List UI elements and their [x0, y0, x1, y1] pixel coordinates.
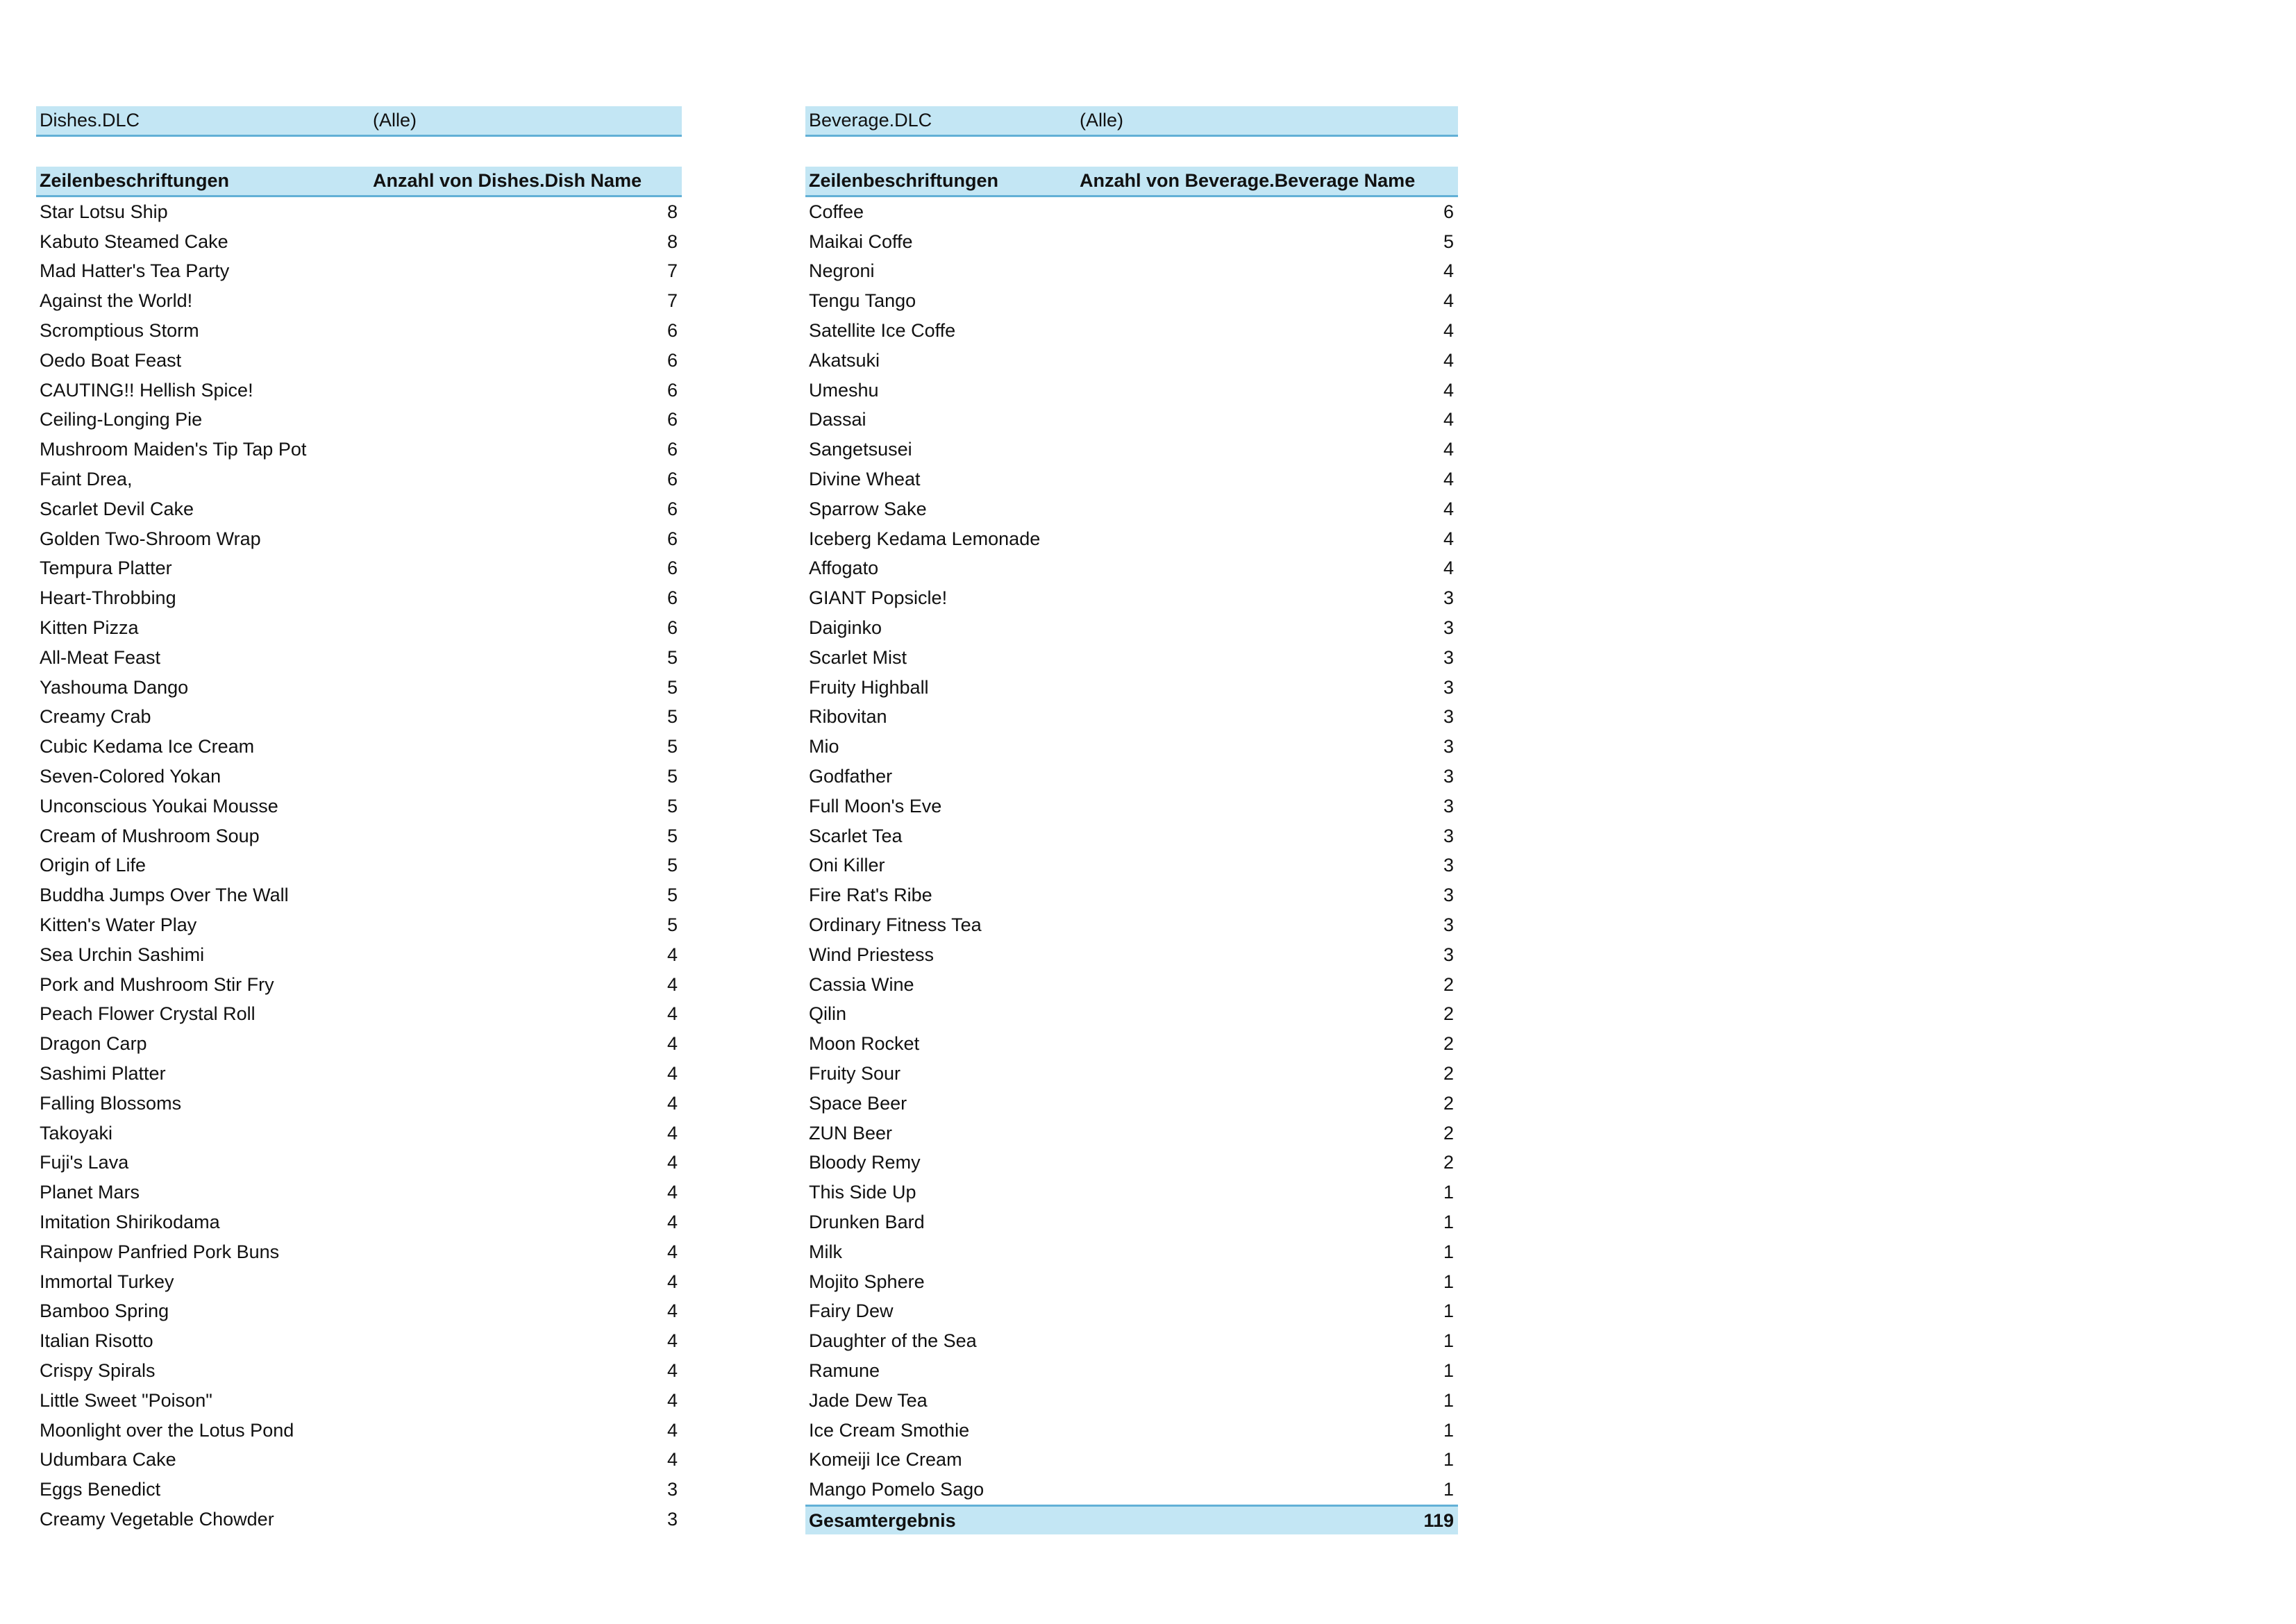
beverages-row-count: 2 — [1443, 1033, 1454, 1055]
beverages-row-name: Fire Rat's Ribe — [809, 885, 932, 906]
beverages-table-row[interactable] — [805, 524, 1458, 554]
beverages-row-count: 3 — [1443, 736, 1454, 757]
dishes-row-name: Faint Drea, — [40, 469, 133, 490]
dishes-row-count: 5 — [667, 646, 678, 668]
beverages-table-row[interactable] — [805, 1356, 1458, 1386]
beverages-filter-value[interactable]: (Alle) — [1080, 110, 1124, 131]
dishes-row-name: Little Sweet "Poison" — [40, 1389, 212, 1411]
beverages-table-row[interactable] — [805, 346, 1458, 376]
dishes-row-count: 4 — [667, 1122, 678, 1144]
beverages-row-name: Komeiji Ice Cream — [809, 1449, 962, 1471]
dishes-table-row[interactable] — [36, 1029, 682, 1059]
beverages-table-row[interactable] — [805, 1178, 1458, 1207]
dishes-row-count: 5 — [667, 766, 678, 787]
dishes-row-count: 4 — [667, 944, 678, 965]
beverages-row-name: Satellite Ice Coffe — [809, 320, 956, 342]
beverages-row-name: Daughter of the Sea — [809, 1330, 977, 1352]
dishes-table-row[interactable] — [36, 1326, 682, 1356]
beverages-row-name: Mango Pomelo Sago — [809, 1479, 984, 1500]
dishes-table-row[interactable] — [36, 286, 682, 316]
dishes-row-name: Oedo Boat Feast — [40, 349, 182, 371]
dishes-row-name: Moonlight over the Lotus Pond — [40, 1419, 294, 1441]
beverages-row-count: 1 — [1443, 1389, 1454, 1411]
beverages-row-count: 4 — [1443, 260, 1454, 282]
beverages-table-row[interactable] — [805, 464, 1458, 494]
dishes-row-name: Origin of Life — [40, 855, 146, 876]
dishes-table-row[interactable] — [36, 880, 682, 910]
beverages-row-name: Ice Cream Smothie — [809, 1419, 970, 1441]
dishes-table-row[interactable] — [36, 1356, 682, 1386]
beverages-table-row[interactable] — [805, 703, 1458, 733]
dishes-filter-label: Dishes.DLC — [40, 110, 140, 131]
dishes-row-name: Scarlet Devil Cake — [40, 498, 194, 519]
dishes-table-row[interactable] — [36, 464, 682, 494]
beverages-row-count: 3 — [1443, 706, 1454, 728]
beverages-row-name: Milk — [809, 1241, 842, 1262]
dishes-row-name: Sea Urchin Sashimi — [40, 944, 205, 965]
dishes-row-count: 8 — [667, 231, 678, 252]
beverages-row-count: 1 — [1443, 1479, 1454, 1500]
beverages-row-count: 1 — [1443, 1330, 1454, 1352]
dishes-table-row[interactable] — [36, 1475, 682, 1505]
beverages-row-name: Negroni — [809, 260, 875, 282]
dishes-row-name: Mad Hatter's Tea Party — [40, 260, 230, 282]
dishes-row-name: Peach Flower Crystal Roll — [40, 1003, 255, 1025]
dishes-row-count: 4 — [667, 1359, 678, 1381]
beverages-row-name: Umeshu — [809, 379, 879, 401]
beverages-row-name: Sangetsusei — [809, 439, 912, 460]
dishes-row-count: 6 — [667, 349, 678, 371]
beverages-table-row[interactable] — [805, 286, 1458, 316]
dishes-row-name: Fuji's Lava — [40, 1152, 129, 1173]
beverages-table-row[interactable] — [805, 554, 1458, 584]
beverages-total-label: Gesamtergebnis — [809, 1509, 956, 1531]
dishes-table-row[interactable] — [36, 703, 682, 733]
dishes-table-row[interactable] — [36, 1267, 682, 1297]
dishes-table-row[interactable] — [36, 1296, 682, 1326]
beverages-row-count: 1 — [1443, 1271, 1454, 1292]
beverages-table-row[interactable] — [805, 1089, 1458, 1119]
beverages-row-count: 3 — [1443, 587, 1454, 609]
dishes-row-name: Seven-Colored Yokan — [40, 766, 221, 787]
dishes-row-name: All-Meat Feast — [40, 646, 161, 668]
dishes-row-count: 4 — [667, 1152, 678, 1173]
beverages-row-count: 1 — [1443, 1449, 1454, 1471]
beverages-row-name: Sparrow Sake — [809, 498, 927, 519]
dishes-row-name: Creamy Crab — [40, 706, 151, 728]
beverages-table-row[interactable] — [805, 435, 1458, 464]
dishes-table-row[interactable] — [36, 1178, 682, 1207]
beverages-row-name: Moon Rocket — [809, 1033, 920, 1055]
dishes-table-row[interactable] — [36, 643, 682, 673]
beverages-table-row[interactable] — [805, 1119, 1458, 1148]
dishes-row-count: 6 — [667, 409, 678, 430]
beverages-row-count: 4 — [1443, 528, 1454, 549]
beverages-row-count: 3 — [1443, 676, 1454, 698]
beverages-table-row[interactable] — [805, 257, 1458, 287]
dishes-row-count: 4 — [667, 1300, 678, 1322]
beverages-row-name: Coffee — [809, 201, 864, 222]
beverages-row-count: 4 — [1443, 320, 1454, 342]
dishes-table-row[interactable] — [36, 583, 682, 613]
dishes-table-row[interactable] — [36, 1148, 682, 1178]
beverages-row-name: Ribovitan — [809, 706, 887, 728]
beverages-row-count: 3 — [1443, 795, 1454, 817]
beverages-row-name: Space Beer — [809, 1092, 907, 1114]
dishes-row-name: Kitten Pizza — [40, 617, 139, 639]
beverages-row-count: 2 — [1443, 1092, 1454, 1114]
beverages-table-row[interactable] — [805, 821, 1458, 851]
beverages-table-row[interactable] — [805, 1475, 1458, 1505]
dishes-row-count: 6 — [667, 439, 678, 460]
dishes-table-row[interactable] — [36, 821, 682, 851]
dishes-table-row[interactable] — [36, 910, 682, 940]
dishes-row-name: Creamy Vegetable Chowder — [40, 1508, 274, 1530]
dishes-row-name: Rainpow Panfried Pork Buns — [40, 1241, 280, 1262]
beverages-table-row[interactable] — [805, 880, 1458, 910]
beverages-row-count: 2 — [1443, 1003, 1454, 1025]
dishes-row-name: Mushroom Maiden's Tip Tap Pot — [40, 439, 307, 460]
dishes-row-count: 8 — [667, 201, 678, 222]
dishes-row-count: 4 — [667, 1330, 678, 1352]
dishes-row-count: 5 — [667, 885, 678, 906]
dishes-table-row[interactable] — [36, 1207, 682, 1237]
dishes-table-row[interactable] — [36, 1237, 682, 1267]
dishes-row-name: Against the World! — [40, 290, 193, 312]
beverages-pivot-table — [805, 106, 1458, 1534]
dishes-table-row[interactable] — [36, 940, 682, 970]
beverages-row-name: Wind Priestess — [809, 944, 935, 965]
beverages-table-row[interactable] — [805, 1000, 1458, 1030]
beverages-row-name: Jade Dew Tea — [809, 1389, 928, 1411]
dishes-row-count: 6 — [667, 498, 678, 519]
beverages-row-name: Fruity Highball — [809, 676, 929, 698]
beverages-row-name: Tengu Tango — [809, 290, 916, 312]
beverages-row-name: Godfather — [809, 766, 893, 787]
beverages-total-value: 119 — [1423, 1509, 1454, 1531]
beverages-table-row[interactable] — [805, 1267, 1458, 1297]
beverages-table-row[interactable] — [805, 1416, 1458, 1446]
beverages-table-row[interactable] — [805, 910, 1458, 940]
dishes-row-count: 4 — [667, 1449, 678, 1471]
beverages-row-count: 4 — [1443, 439, 1454, 460]
dishes-table-row[interactable] — [36, 227, 682, 257]
beverages-row-count: 2 — [1443, 973, 1454, 995]
beverages-row-count: 1 — [1443, 1419, 1454, 1441]
beverages-table-row[interactable] — [805, 1059, 1458, 1089]
dishes-row-count: 6 — [667, 379, 678, 401]
beverages-row-count: 1 — [1443, 1182, 1454, 1203]
beverages-header-row — [805, 167, 1458, 197]
dishes-table-row[interactable] — [36, 732, 682, 762]
dishes-row-count: 4 — [667, 1419, 678, 1441]
dishes-row-count: 5 — [667, 914, 678, 936]
dishes-row-name: Pork and Mushroom Stir Fry — [40, 973, 274, 995]
beverages-row-count: 1 — [1443, 1211, 1454, 1232]
beverages-row-name: Cassia Wine — [809, 973, 914, 995]
beverages-table-row[interactable] — [805, 227, 1458, 257]
dishes-row-name: Cubic Kedama Ice Cream — [40, 736, 255, 757]
beverages-table-row[interactable] — [805, 643, 1458, 673]
dishes-table-row[interactable] — [36, 673, 682, 703]
dishes-header-value: Anzahl von Dishes.Dish Name — [373, 170, 642, 191]
beverages-row-count: 3 — [1443, 646, 1454, 668]
dishes-row-count: 6 — [667, 617, 678, 639]
dishes-table-row[interactable] — [36, 851, 682, 881]
beverages-row-name: Affogato — [809, 558, 879, 579]
beverages-row-name: Scarlet Tea — [809, 825, 903, 846]
dishes-header-label[interactable]: Zeilenbeschriftungen — [40, 170, 230, 191]
dishes-filter-row[interactable] — [36, 106, 682, 137]
dishes-row-name: Bamboo Spring — [40, 1300, 169, 1322]
dishes-table-row[interactable] — [36, 524, 682, 554]
dishes-row-count: 4 — [667, 973, 678, 995]
dishes-table-row[interactable] — [36, 197, 682, 227]
beverages-row-name: Drunken Bard — [809, 1211, 925, 1232]
beverages-row-count: 4 — [1443, 469, 1454, 490]
beverages-header-label[interactable]: Zeilenbeschriftungen — [809, 170, 999, 191]
dishes-row-name: Crispy Spirals — [40, 1359, 156, 1381]
dishes-row-count: 4 — [667, 1003, 678, 1025]
beverages-row-name: Akatsuki — [809, 349, 880, 371]
beverages-row-count: 6 — [1443, 201, 1454, 222]
dishes-row-name: Kitten's Water Play — [40, 914, 197, 936]
dishes-row-name: Planet Mars — [40, 1182, 140, 1203]
beverages-row-count: 2 — [1443, 1063, 1454, 1084]
beverages-row-name: Maikai Coffe — [809, 231, 913, 252]
dishes-table-row[interactable] — [36, 1386, 682, 1416]
dishes-row-count: 4 — [667, 1092, 678, 1114]
beverages-row-name: Divine Wheat — [809, 469, 921, 490]
dishes-row-name: CAUTING!! Hellish Spice! — [40, 379, 253, 401]
beverages-table-row[interactable] — [805, 613, 1458, 643]
beverages-row-count: 1 — [1443, 1241, 1454, 1262]
beverages-table-row[interactable] — [805, 1029, 1458, 1059]
dishes-row-count: 4 — [667, 1271, 678, 1292]
beverages-rows — [805, 197, 1458, 1505]
dishes-table-row[interactable] — [36, 1089, 682, 1119]
dishes-row-count: 7 — [667, 290, 678, 312]
beverages-row-name: Ordinary Fitness Tea — [809, 914, 982, 936]
beverages-table-row[interactable] — [805, 1326, 1458, 1356]
beverages-row-name: Full Moon's Eve — [809, 795, 942, 817]
dishes-row-name: Buddha Jumps Over The Wall — [40, 885, 289, 906]
beverages-table-row[interactable] — [805, 851, 1458, 881]
dishes-row-count: 4 — [667, 1063, 678, 1084]
dishes-table-row[interactable] — [36, 762, 682, 792]
dishes-row-count: 4 — [667, 1033, 678, 1055]
dishes-row-count: 5 — [667, 706, 678, 728]
dishes-row-count: 6 — [667, 469, 678, 490]
dishes-row-name: Unconscious Youkai Mousse — [40, 795, 278, 817]
beverages-header-value: Anzahl von Beverage.Beverage Name — [1080, 170, 1416, 191]
beverages-row-name: ZUN Beer — [809, 1122, 893, 1144]
beverages-table-row[interactable] — [805, 376, 1458, 405]
beverages-row-count: 3 — [1443, 914, 1454, 936]
dishes-table-row[interactable] — [36, 316, 682, 346]
beverages-row-name: Dassai — [809, 409, 866, 430]
beverages-row-count: 3 — [1443, 855, 1454, 876]
dishes-table-row[interactable] — [36, 1059, 682, 1089]
dishes-table-row[interactable] — [36, 554, 682, 584]
beverages-table-row[interactable] — [805, 1296, 1458, 1326]
dishes-table-row[interactable] — [36, 1000, 682, 1030]
beverages-row-count: 2 — [1443, 1122, 1454, 1144]
dishes-table-row[interactable] — [36, 1416, 682, 1446]
dishes-table-row[interactable] — [36, 376, 682, 405]
beverages-row-name: Mio — [809, 736, 839, 757]
beverages-row-count: 1 — [1443, 1300, 1454, 1322]
dishes-row-name: Star Lotsu Ship — [40, 201, 168, 222]
dishes-row-count: 6 — [667, 320, 678, 342]
dishes-row-name: Ceiling-Longing Pie — [40, 409, 203, 430]
dishes-row-name: Falling Blossoms — [40, 1092, 182, 1114]
beverages-row-name: Iceberg Kedama Lemonade — [809, 528, 1041, 549]
dishes-row-name: Takoyaki — [40, 1122, 113, 1144]
beverages-table-row[interactable] — [805, 1445, 1458, 1475]
dishes-rows — [36, 197, 682, 1534]
dishes-table-row[interactable] — [36, 494, 682, 524]
beverages-row-name: Oni Killer — [809, 855, 885, 876]
dishes-table-row[interactable] — [36, 1119, 682, 1148]
beverages-row-name: Scarlet Mist — [809, 646, 907, 668]
beverages-table-row[interactable] — [805, 792, 1458, 821]
beverages-row-count: 1 — [1443, 1359, 1454, 1381]
dishes-row-count: 4 — [667, 1389, 678, 1411]
beverages-row-count: 3 — [1443, 825, 1454, 846]
dishes-row-count: 3 — [667, 1479, 678, 1500]
beverages-table-row[interactable] — [805, 1237, 1458, 1267]
dishes-filter-value[interactable]: (Alle) — [373, 110, 417, 131]
dishes-row-name: Eggs Benedict — [40, 1479, 161, 1500]
beverages-table-row[interactable] — [805, 762, 1458, 792]
dishes-row-name: Cream of Mushroom Soup — [40, 825, 260, 846]
beverages-row-name: Fruity Sour — [809, 1063, 901, 1084]
dishes-row-name: Heart-Throbbing — [40, 587, 176, 609]
beverages-row-count: 4 — [1443, 558, 1454, 579]
dishes-table-row[interactable] — [36, 1445, 682, 1475]
beverages-table-row[interactable] — [805, 1207, 1458, 1237]
dishes-table-row[interactable] — [36, 346, 682, 376]
beverages-row-name: Ramune — [809, 1359, 880, 1381]
beverages-row-count: 4 — [1443, 409, 1454, 430]
beverages-table-row[interactable] — [805, 583, 1458, 613]
beverages-row-name: Fairy Dew — [809, 1300, 894, 1322]
dishes-row-name: Sashimi Platter — [40, 1063, 166, 1084]
beverages-row-count: 2 — [1443, 1152, 1454, 1173]
dishes-table-row[interactable] — [36, 613, 682, 643]
beverages-row-count: 4 — [1443, 349, 1454, 371]
dishes-header-row — [36, 167, 682, 197]
beverages-table-row[interactable] — [805, 673, 1458, 703]
beverages-row-count: 5 — [1443, 231, 1454, 252]
dishes-row-name: Golden Two-Shroom Wrap — [40, 528, 261, 549]
beverages-table-row[interactable] — [805, 970, 1458, 1000]
beverages-table-row[interactable] — [805, 940, 1458, 970]
dishes-row-name: Italian Risotto — [40, 1330, 153, 1352]
beverages-row-count: 4 — [1443, 379, 1454, 401]
dishes-row-name: Imitation Shirikodama — [40, 1211, 220, 1232]
dishes-table-row[interactable] — [36, 257, 682, 287]
dishes-pivot-table — [36, 106, 682, 1534]
beverages-table-row[interactable] — [805, 732, 1458, 762]
beverages-row-name: GIANT Popsicle! — [809, 587, 948, 609]
beverages-row-count: 4 — [1443, 290, 1454, 312]
dishes-row-count: 6 — [667, 587, 678, 609]
beverages-row-count: 3 — [1443, 885, 1454, 906]
dishes-row-count: 5 — [667, 736, 678, 757]
dishes-row-count: 4 — [667, 1241, 678, 1262]
beverages-row-count: 4 — [1443, 498, 1454, 519]
dishes-row-count: 5 — [667, 825, 678, 846]
dishes-row-count: 7 — [667, 260, 678, 282]
dishes-row-count: 4 — [667, 1182, 678, 1203]
dishes-row-count: 5 — [667, 855, 678, 876]
beverages-filter-label: Beverage.DLC — [809, 110, 932, 131]
dishes-row-name: Yashouma Dango — [40, 676, 189, 698]
dishes-table-row[interactable] — [36, 792, 682, 821]
dishes-row-name: Kabuto Steamed Cake — [40, 231, 228, 252]
dishes-row-count: 5 — [667, 676, 678, 698]
beverages-row-name: Qilin — [809, 1003, 847, 1025]
dishes-row-name: Udumbara Cake — [40, 1449, 176, 1471]
dishes-table-row[interactable] — [36, 435, 682, 464]
dishes-row-count: 5 — [667, 795, 678, 817]
beverages-table-row[interactable] — [805, 1148, 1458, 1178]
beverages-table-row[interactable] — [805, 494, 1458, 524]
beverages-table-row[interactable] — [805, 316, 1458, 346]
dishes-row-count: 3 — [667, 1508, 678, 1530]
dishes-row-count: 4 — [667, 1211, 678, 1232]
dishes-table-row[interactable] — [36, 970, 682, 1000]
dishes-row-name: Immortal Turkey — [40, 1271, 174, 1292]
beverages-row-name: This Side Up — [809, 1182, 916, 1203]
dishes-table-row[interactable] — [36, 1505, 682, 1534]
dishes-row-count: 6 — [667, 528, 678, 549]
beverages-row-name: Mojito Sphere — [809, 1271, 925, 1292]
beverages-row-name: Bloody Remy — [809, 1152, 921, 1173]
beverages-table-row[interactable] — [805, 197, 1458, 227]
beverages-filter-row[interactable] — [805, 106, 1458, 137]
dishes-table-row[interactable] — [36, 405, 682, 435]
dishes-row-count: 6 — [667, 558, 678, 579]
dishes-row-name: Dragon Carp — [40, 1033, 147, 1055]
beverages-row-count: 3 — [1443, 766, 1454, 787]
beverages-row-count: 3 — [1443, 617, 1454, 639]
beverages-row-name: Daiginko — [809, 617, 882, 639]
beverages-row-count: 3 — [1443, 944, 1454, 965]
dishes-row-name: Scromptious Storm — [40, 320, 199, 342]
beverages-table-row[interactable] — [805, 405, 1458, 435]
beverages-total-row — [805, 1505, 1458, 1534]
dishes-row-name: Tempura Platter — [40, 558, 172, 579]
beverages-table-row[interactable] — [805, 1386, 1458, 1416]
